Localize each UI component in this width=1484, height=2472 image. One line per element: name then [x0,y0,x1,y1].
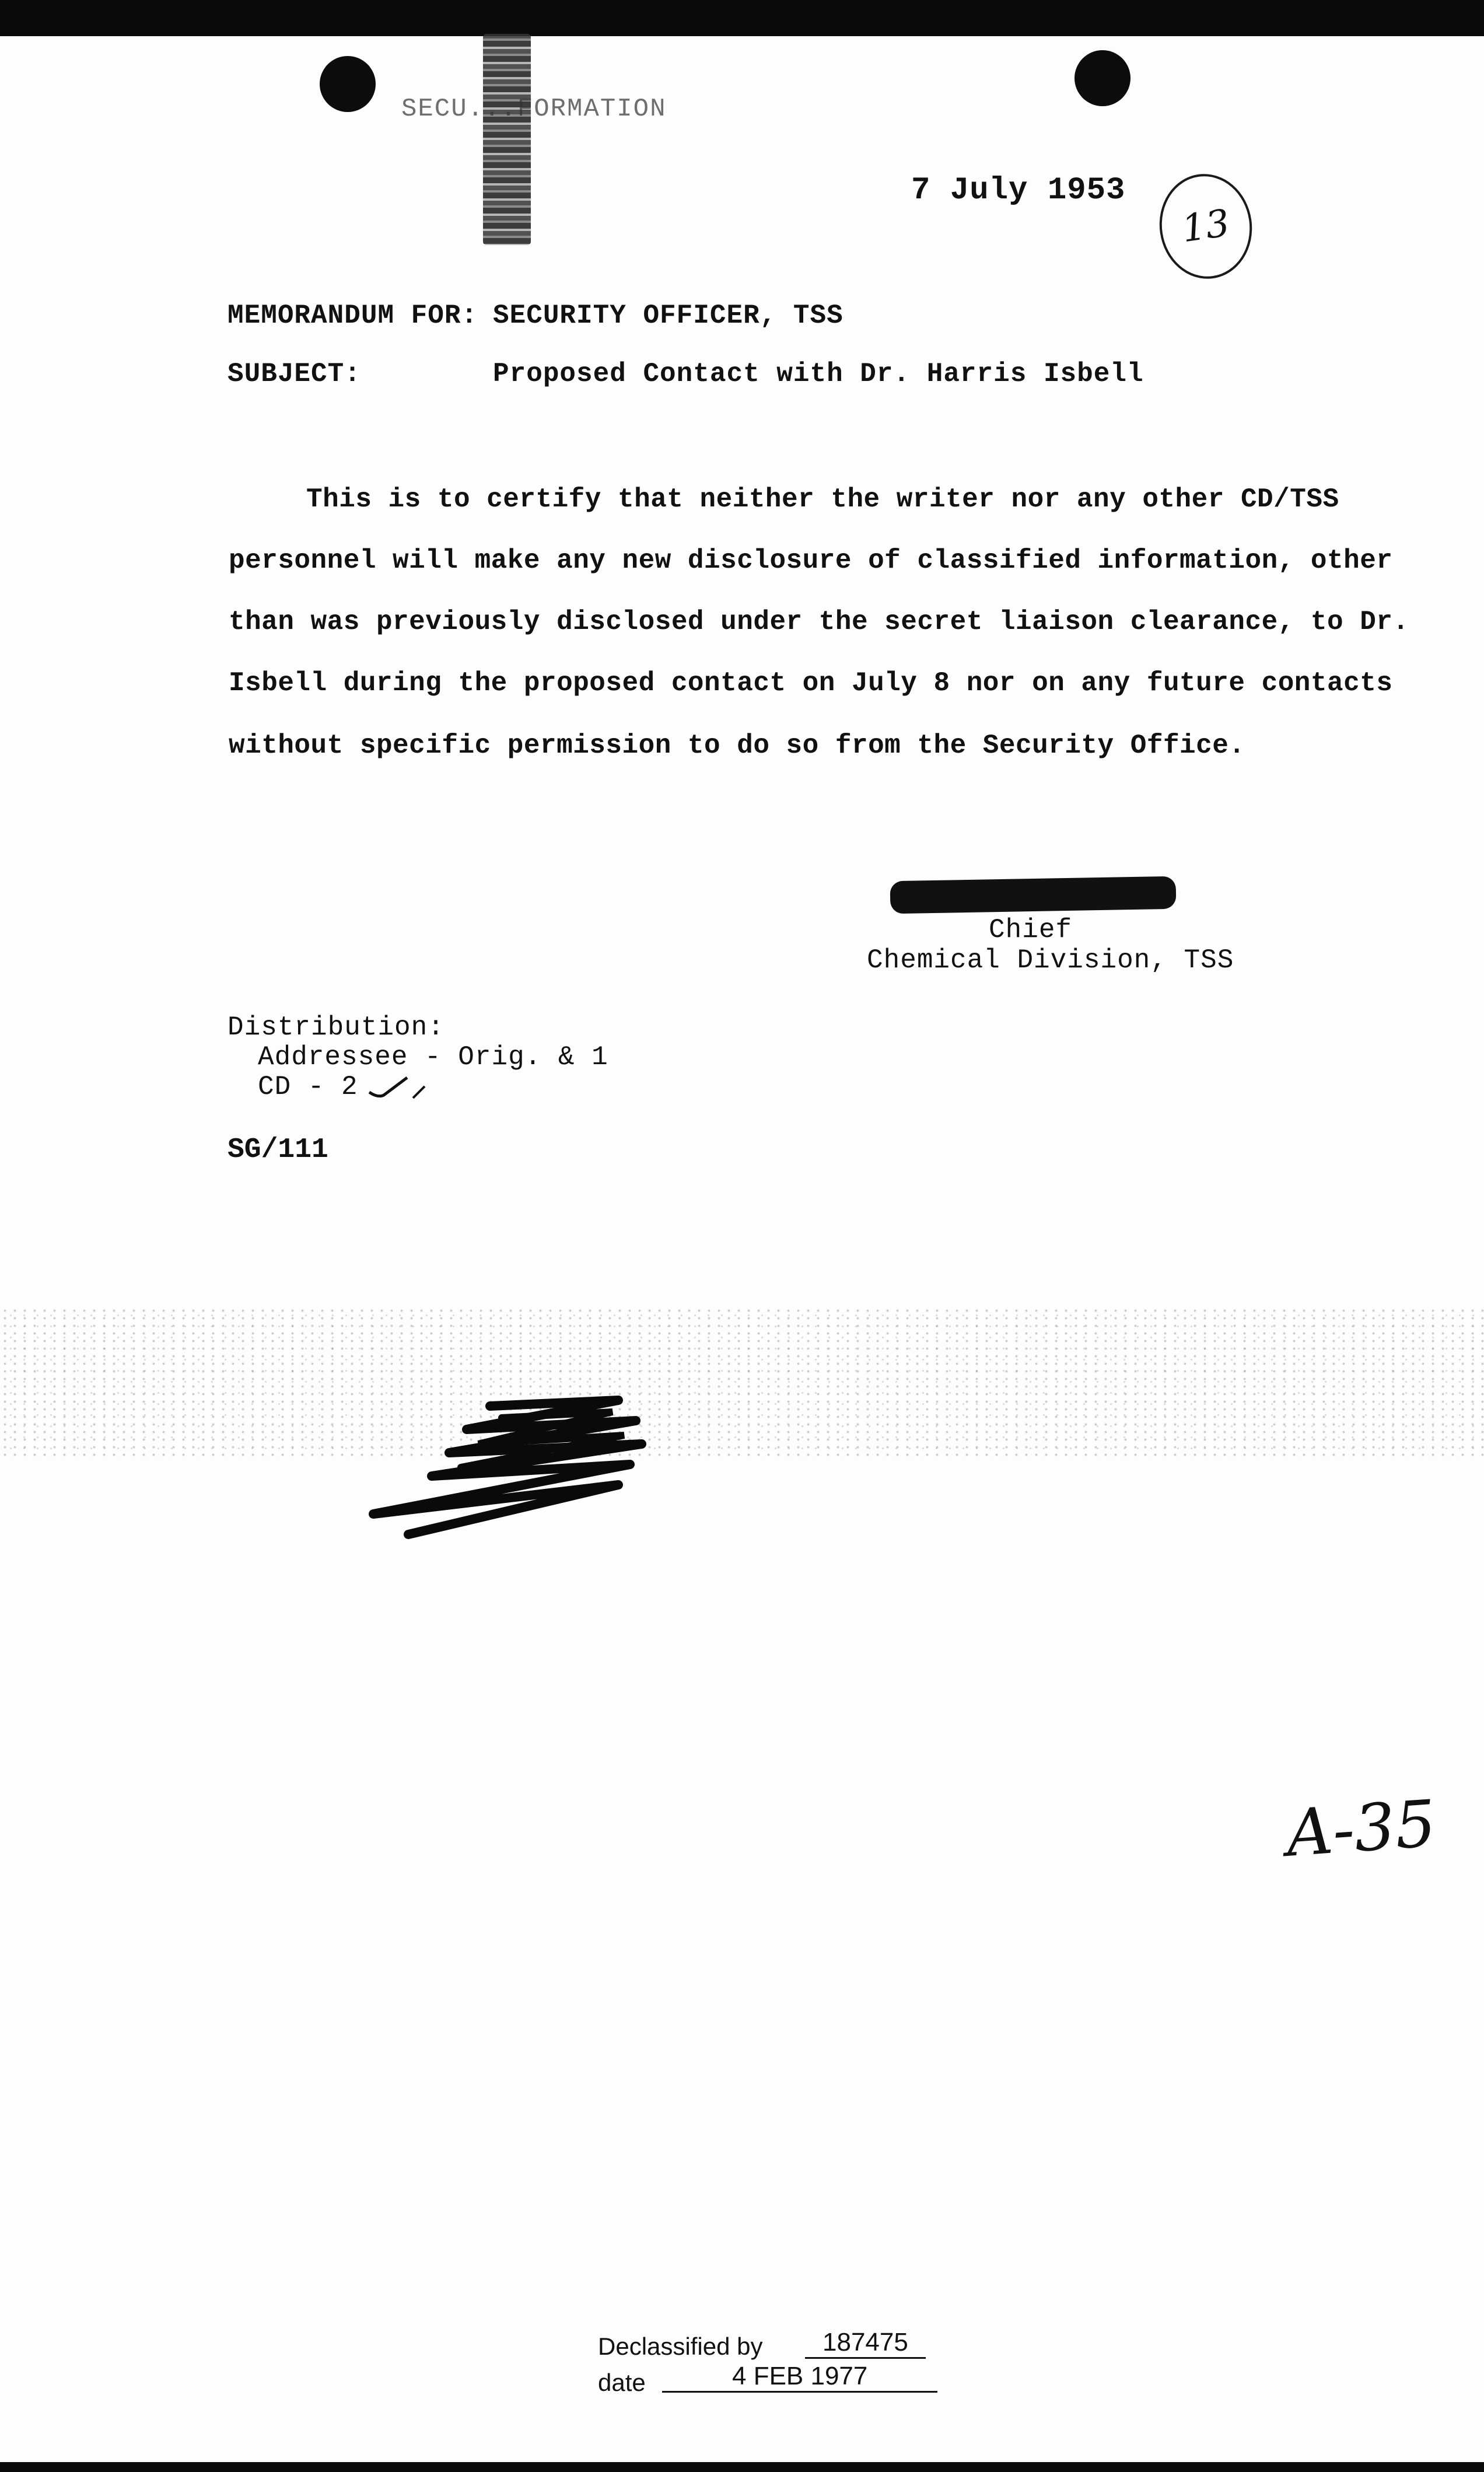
distribution-item: Addressee - Orig. & 1 [258,1042,608,1072]
signature-redaction [890,876,1177,914]
stamp-strip [483,34,531,245]
memorandum-for-label: MEMORANDUM FOR: [228,300,478,331]
memorandum-for-value: SECURITY OFFICER, TSS [493,300,844,331]
body-line-2: personnel will make any new disclosure of classified information, other [229,546,1393,576]
body-line-1: This is to certify that neither the writer nor any other CD/TSS [306,484,1339,515]
page-number-circled: 13 [1153,168,1259,285]
classification-stamp: SECU...FORMATION [401,95,667,124]
handwritten-note: A-35 [1283,1786,1438,1871]
signature-title: Chief [989,915,1073,945]
check-mark-icon [366,1069,430,1104]
memo-date: 7 July 1953 [911,173,1126,208]
distribution-item: CD - 2 [258,1072,358,1102]
declassified-date-label: date [598,2369,646,2396]
scan-bottom-border [0,2462,1484,2472]
punch-hole-right [1074,50,1130,106]
signature-division: Chemical Division, TSS [867,945,1234,975]
scan-top-border [0,0,1484,36]
subject-value: Proposed Contact with Dr. Harris Isbell [493,359,1144,389]
scribble-redaction [362,1389,758,1540]
distribution-label: Distribution: [228,1012,444,1043]
punch-hole-left [320,56,376,112]
declassified-by-value: 187475 [805,2328,926,2359]
body-line-4: Isbell during the proposed contact on July 8 nor on any future contacts [229,668,1393,698]
declassified-by-label: Declassified by [598,2333,763,2360]
subject-label: SUBJECT: [228,359,361,389]
reference-code: SG/111 [228,1134,328,1166]
body-line-5: without specific permission to do so from the Security Office. [229,730,1245,761]
declassified-date-value: 4 FEB 1977 [662,2362,937,2393]
body-line-3: than was previously disclosed under the secret liaison clearance, to Dr. [229,607,1409,637]
